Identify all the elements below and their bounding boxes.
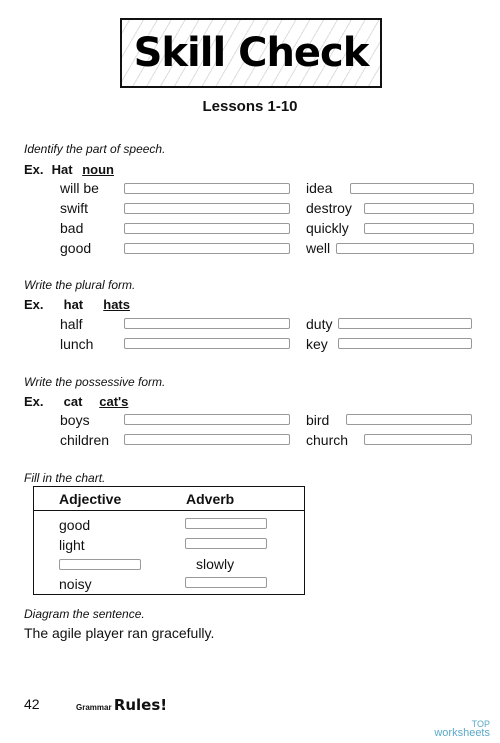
word-bird: bird [306,412,330,428]
watermark-line2: worksheets [434,727,490,739]
answer-blank[interactable] [124,318,290,329]
word-duty: duty [306,316,333,332]
word-well: well [306,240,331,256]
chart-adverb-blank[interactable] [185,538,267,549]
lessons-subtitle: Lessons 1-10 [202,98,298,115]
answer-blank[interactable] [124,183,290,194]
example-answer: noun [82,162,114,177]
answer-blank[interactable] [364,223,474,234]
example-answer: hats [103,297,130,312]
example-plural [24,297,130,312]
adjective-adverb-chart [33,486,305,595]
chart-adjective-noisy: noisy [59,576,92,592]
answer-blank[interactable] [124,338,290,349]
example-word: Hat [51,162,73,177]
chart-adjective-light: light [59,537,85,553]
brand-big-text: Rules! [113,696,168,714]
word-good: good [60,240,92,256]
example-part-of-speech [24,162,114,177]
answer-blank[interactable] [124,434,290,445]
word-half: half [60,316,83,332]
word-destroy: destroy [306,200,352,216]
word-idea: idea [306,180,333,196]
word-children: children [60,432,110,448]
chart-adverb-blank[interactable] [185,518,267,529]
answer-blank[interactable] [124,203,290,214]
book-brand [76,696,167,714]
instruction-chart: Fill in the chart. [24,471,106,485]
answer-blank[interactable] [364,203,474,214]
word-bad: bad [60,220,84,236]
chart-adverb-slowly: slowly [196,556,235,572]
diagram-sentence: The agile player ran gracefully. [24,625,215,641]
header-adverb: Adverb [186,491,235,507]
answer-blank[interactable] [364,434,472,445]
word-key: key [306,336,328,352]
brand-small-text: Grammar [76,703,112,712]
chart-adverb-blank[interactable] [185,577,267,588]
answer-blank[interactable] [338,338,472,349]
title-banner [120,18,382,88]
word-lunch: lunch [60,336,94,352]
instruction-part-of-speech: Identify the part of speech. [24,142,166,156]
example-possessive [24,394,128,409]
answer-blank[interactable] [350,183,474,194]
word-will-be: will be [60,180,99,196]
instruction-plural: Write the plural form. [24,278,136,292]
answer-blank[interactable] [336,243,474,254]
page-number: 42 [24,696,40,712]
watermark-line1: TOP [471,719,490,729]
answer-blank[interactable] [346,414,472,425]
word-swift: swift [60,200,88,216]
word-quickly: quickly [306,220,349,236]
instruction-possessive: Write the possessive form. [24,375,166,389]
watermark [434,720,490,738]
answer-blank[interactable] [124,223,290,234]
example-answer: cat's [99,394,129,409]
answer-blank[interactable] [124,414,290,425]
page-title: Skill Check [133,30,369,76]
chart-adjective-good: good [59,517,91,533]
chart-adjective-blank[interactable] [59,559,141,570]
chart-header-row [34,487,304,511]
answer-blank[interactable] [338,318,472,329]
example-prefix: Ex. [24,162,44,177]
word-church: church [306,432,349,448]
example-prefix: Ex. [24,297,44,312]
example-prefix: Ex. [24,394,44,409]
instruction-diagram: Diagram the sentence. [24,607,145,621]
word-boys: boys [60,412,90,428]
answer-blank[interactable] [124,243,290,254]
header-adjective: Adjective [59,491,122,507]
example-word: hat [63,297,84,312]
example-word: cat [63,394,83,409]
